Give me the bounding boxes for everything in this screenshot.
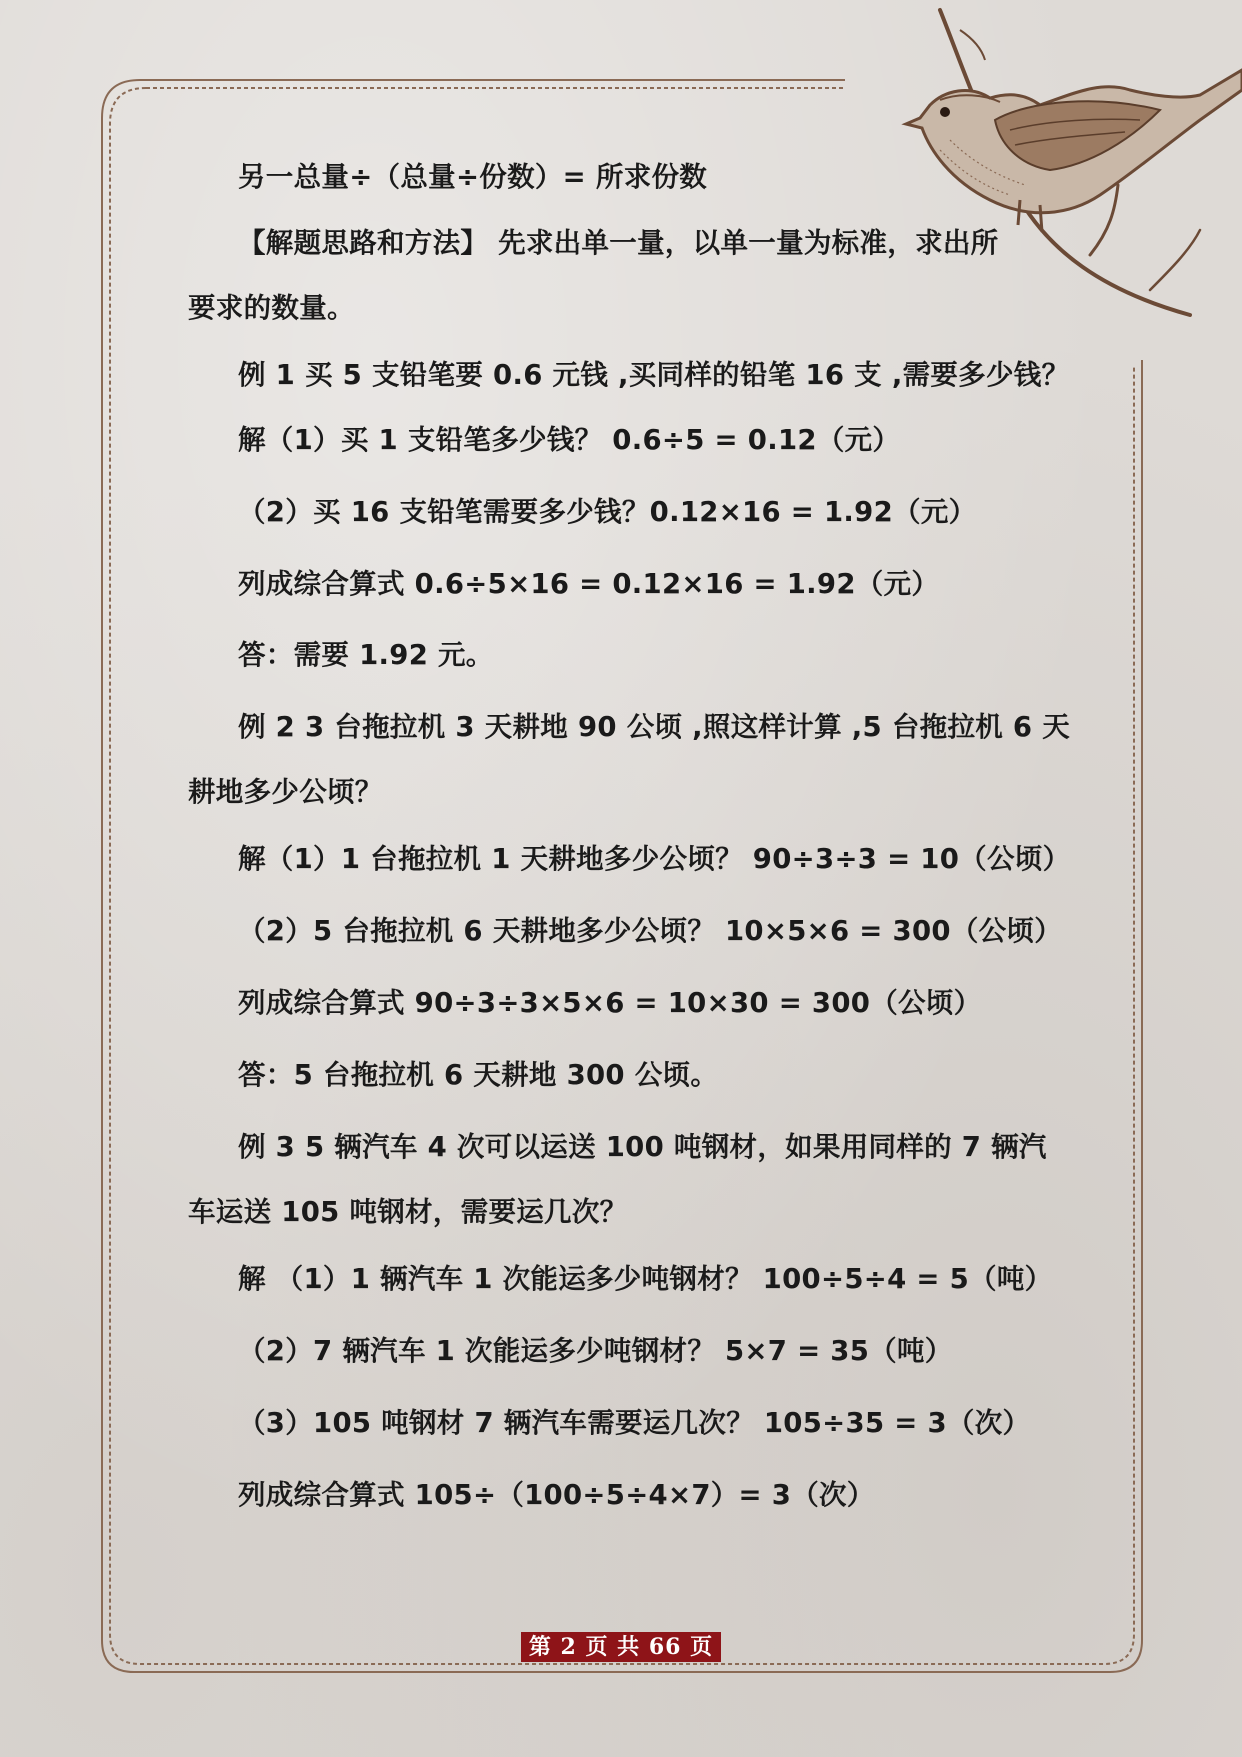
text-line: 解（1）1 台拖拉机 1 天耕地多少公顷？ 90÷3÷3 = 10（公顷） bbox=[238, 843, 1071, 875]
text-line: 答：需要 1.92 元。 bbox=[238, 639, 494, 671]
text-line: 解 （1）1 辆汽车 1 次能运多少吨钢材？ 100÷5÷4 = 5（吨） bbox=[238, 1263, 1053, 1295]
text-line: 要求的数量。 bbox=[188, 292, 355, 324]
text-line: （2）买 16 支铅笔需要多少钱？0.12×16 = 1.92（元） bbox=[238, 496, 977, 528]
text-line: 车运送 105 吨钢材，需要运几次？ bbox=[188, 1196, 628, 1228]
page-number-badge bbox=[521, 1632, 721, 1662]
page-suffix: 页 bbox=[690, 1634, 714, 1660]
text-line: 另一总量÷（总量÷份数）= 所求份数 bbox=[238, 161, 708, 193]
text-line: 【解题思路和方法】 先求出单一量，以单一量为标准，求出所 bbox=[238, 227, 999, 259]
text-line: 列成综合算式 90÷3÷3×5×6 = 10×30 = 300（公顷） bbox=[238, 987, 982, 1019]
text-line: 解（1）买 1 支铅笔多少钱？ 0.6÷5 = 0.12（元） bbox=[238, 424, 901, 456]
current-page: 2 bbox=[560, 1634, 577, 1660]
text-line: 列成综合算式 105÷（100÷5÷4×7）= 3（次） bbox=[238, 1479, 875, 1511]
text-line: 例 2 3 台拖拉机 3 天耕地 90 公顷 ,照这样计算 ,5 台拖拉机 6 天 bbox=[238, 711, 1071, 743]
text-line: 答：5 台拖拉机 6 天耕地 300 公顷。 bbox=[238, 1059, 719, 1091]
text-line: 列成综合算式 0.6÷5×16 = 0.12×16 = 1.92（元） bbox=[238, 568, 940, 600]
text-line: （2）7 辆汽车 1 次能运多少吨钢材？ 5×7 = 35（吨） bbox=[238, 1335, 953, 1367]
text-line: （2）5 台拖拉机 6 天耕地多少公顷？ 10×5×6 = 300（公顷） bbox=[238, 915, 1063, 947]
bird-illustration bbox=[900, 0, 1242, 330]
text-line: 例 1 买 5 支铅笔要 0.6 元钱 ,买同样的铅笔 16 支 ,需要多少钱？ bbox=[238, 359, 1070, 391]
text-line: 例 3 5 辆汽车 4 次可以运送 100 吨钢材，如果用同样的 7 辆汽 bbox=[238, 1131, 1047, 1163]
page-middle: 页 共 bbox=[585, 1634, 641, 1660]
text-line: （3）105 吨钢材 7 辆汽车需要运几次？ 105÷35 = 3（次） bbox=[238, 1407, 1031, 1439]
total-pages: 66 bbox=[648, 1634, 682, 1660]
text-line: 耕地多少公顷？ bbox=[188, 776, 383, 808]
page-prefix: 第 bbox=[528, 1634, 552, 1660]
